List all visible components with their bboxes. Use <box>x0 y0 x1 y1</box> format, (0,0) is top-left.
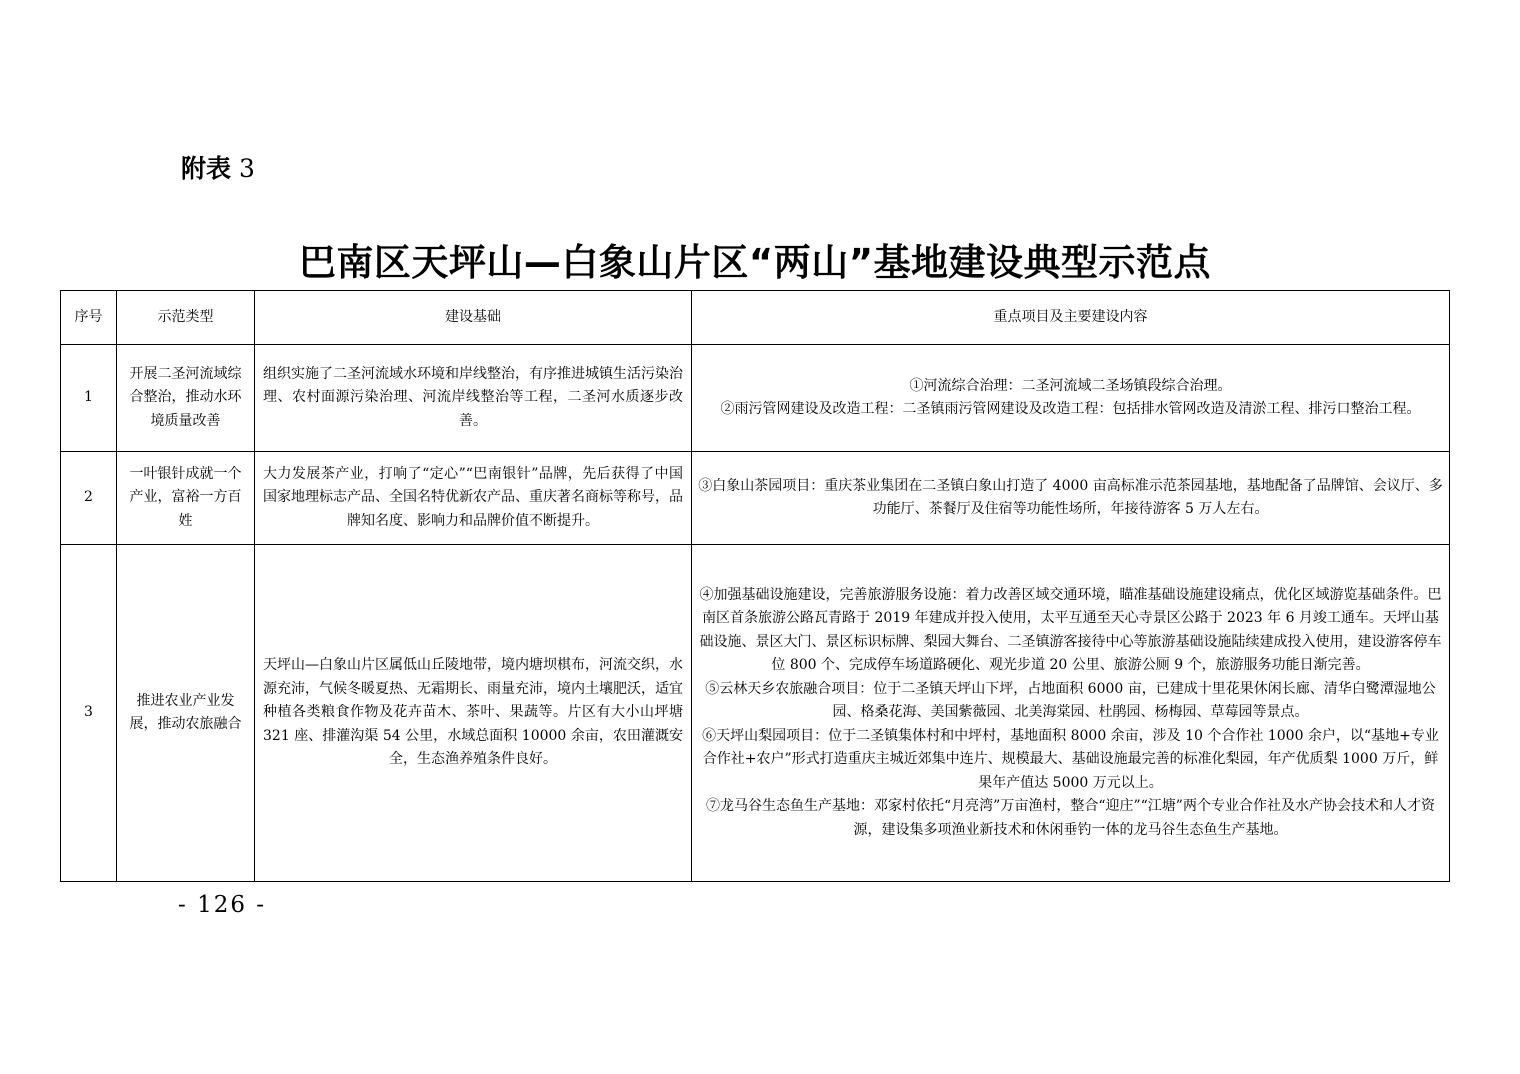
project-item: ④加强基础设施建设，完善旅游服务设施：着力改善区域交通环境，瞄准基础设施建设痛点，优化区域游览基础条件。巴南区首条旅游公路瓦青路于 2019 年建成并投入使用，太平互通至天心寺景区公路于 2023 年 6 月竣工通车。天坪山基础设施、景区大门、景区标识标牌、梨园大舞台、二圣镇游客接待中心等旅游基础设施陆续建成投入使用，建设游客停车位 800 个、完成停车场道路硬化、观光步道 20 公里、旅游公厕 9 个，旅游服务功能日渐完善。 <box>699 586 1442 674</box>
row-category: 推进农业产业发展，推动农旅融合 <box>117 545 255 882</box>
annex-number: 3 <box>238 154 255 183</box>
table-row <box>61 452 1450 545</box>
row-basis: 组织实施了二圣河流域水环境和岸线整治，有序推进城镇生活污染治理、农村面源污染治理、河流岸线整治等工程，二圣河水质逐步改善。 <box>255 345 692 452</box>
row-no: 3 <box>61 545 117 882</box>
header-projects: 重点项目及主要建设内容 <box>692 291 1450 345</box>
row-basis: 大力发展茶产业，打响了“定心”“巴南银针”品牌，先后获得了中国国家地理标志产品、全国名特优新农产品、重庆著名商标等称号，品牌知名度、影响力和品牌价值不断提升。 <box>255 452 692 545</box>
row-no: 1 <box>61 345 117 452</box>
table-row <box>61 345 1450 452</box>
annex-label <box>181 152 255 186</box>
project-item: ⑦龙马谷生态鱼生产基地：邓家村依托“月亮湾”万亩渔村，整合“迎庄”“江塘”两个专业合作社及水产协会技术和人才资源，建设集多项渔业新技术和休闲垂钓一体的龙马谷生态鱼生产基地。 <box>706 798 1435 838</box>
row-no: 2 <box>61 452 117 545</box>
row-projects <box>692 345 1450 452</box>
project-item: ③白象山茶园项目：重庆茶业集团在二圣镇白象山打造了 4000 亩高标准示范茶园基地，基地配备了品牌馆、会议厅、多功能厅、茶餐厅及住宿等功能性场所，年接待游客 5 万人左右。 <box>698 477 1443 517</box>
header-basis: 建设基础 <box>255 291 692 345</box>
page-number: - 126 - <box>178 892 267 918</box>
row-projects <box>692 452 1450 545</box>
header-category: 示范类型 <box>117 291 255 345</box>
row-basis: 天坪山—白象山片区属低山丘陵地带，境内塘坝棋布，河流交织，水源充沛，气候冬暖夏热、无霜期长、雨量充沛，境内土壤肥沃，适宜种植各类粮食作物及花卉苗木、茶叶、果蔬等。片区有大小山坪塘 321 座、排灌沟渠 54 公里，水域总面积 10000 余亩，农田灌溉安全，生态渔养殖条件良好。 <box>255 545 692 882</box>
document-title: 巴南区天坪山—白象山片区“两山”基地建设典型示范点 <box>298 241 1212 284</box>
project-item: ①河流综合治理：二圣河流域二圣场镇段综合治理。 <box>909 377 1232 394</box>
annex-label-text: 附表 <box>181 154 232 183</box>
project-item: ⑤云林天乡农旅融合项目：位于二圣镇天坪山下坪，占地面积 6000 亩，已建成十里花果休闲长廊、清华白鹭潭湿地公园、格桑花海、美国紫薇园、北美海棠园、杜鹃园、杨梅园、草莓园等景点。 <box>705 680 1436 721</box>
project-item: ⑥天坪山梨园项目：位于二圣镇集体村和中坪村，基地面积 8000 余亩，涉及 10 个合作社 1000 余户，以“基地+专业合作社+农户”形式打造重庆主城近郊集中连片、规模最大、基础设施最完善的标准化梨园，年产优质梨 1000 万斤，鲜果年产值达 5000 万元以上。 <box>702 727 1439 791</box>
demonstration-table <box>60 290 1450 882</box>
row-category: 开展二圣河流域综合整治，推动水环境质量改善 <box>117 345 255 452</box>
row-category: 一叶银针成就一个产业，富裕一方百姓 <box>117 452 255 545</box>
table-header-row <box>61 291 1450 345</box>
project-item: ②雨污管网建设及改造工程：二圣镇雨污管网建设及改造工程：包括排水管网改造及清淤工程、排污口整治工程。 <box>720 401 1421 417</box>
row-projects <box>692 545 1450 882</box>
header-no: 序号 <box>61 291 117 345</box>
table-row <box>61 545 1450 882</box>
